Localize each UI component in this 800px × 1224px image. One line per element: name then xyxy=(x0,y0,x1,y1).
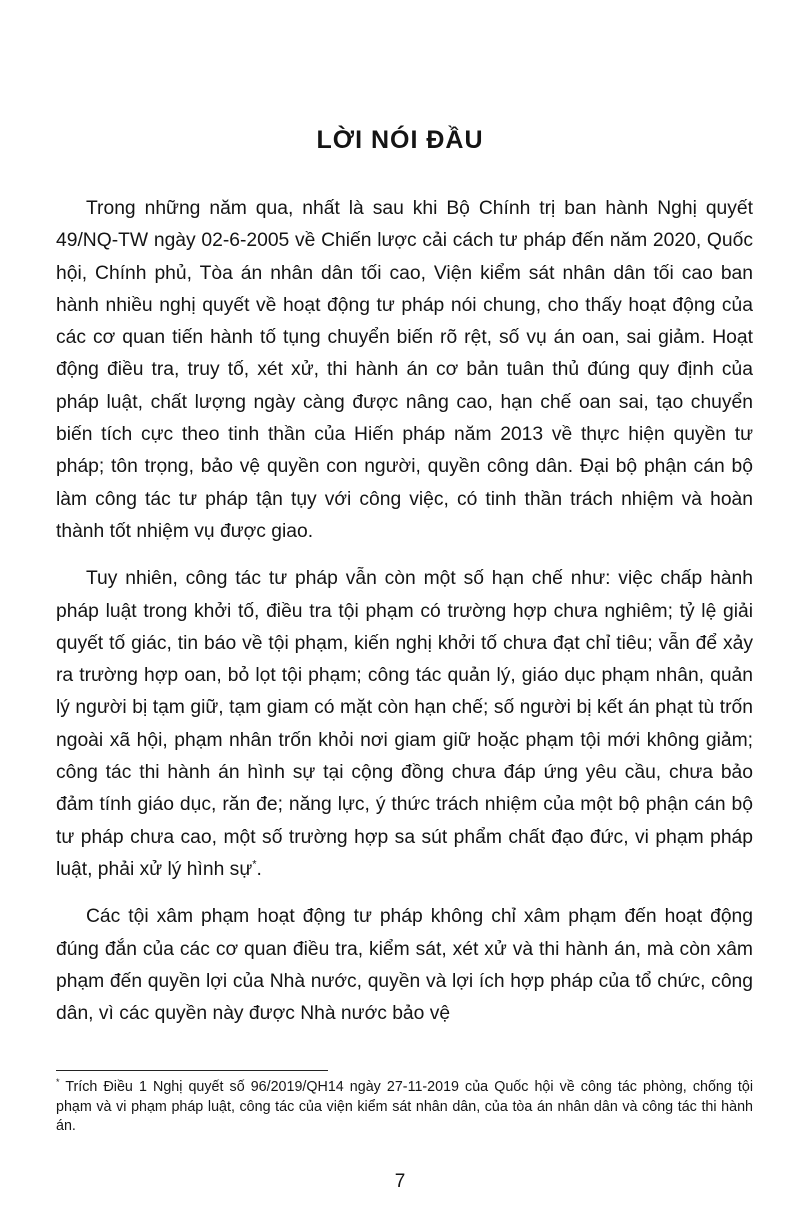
page-number: 7 xyxy=(394,1171,406,1192)
body-text xyxy=(56,193,753,1030)
paragraph-3 xyxy=(56,901,753,1030)
paragraph-3-text: Các tội xâm phạm hoạt động tư pháp không chỉ xâm phạm đến hoạt động đúng đắn của các cơ quan điều tra, kiểm sát, xét xử và thi hành án, mà còn xâm phạm đến quyền lợi của Nhà nước, quyền và lợi ích hợp pháp của tổ chức, công dân, vì các quyền này được Nhà nước bảo vệ xyxy=(56,906,753,1025)
footnote xyxy=(56,1078,753,1137)
footnote-divider xyxy=(56,1070,328,1071)
paragraph-1-text: Trong những năm qua, nhất là sau khi Bộ Chính trị ban hành Nghị quyết 49/NQ-TW ngày 02-6-2005 về Chiến lược cải cách tư pháp đến năm 2020, Quốc hội, Chính phủ, Tòa án nhân dân tối cao, Viện kiểm sát nhân dân tối cao ban hành nhiều nghị quyết về hoạt động tư pháp nói chung, cho thấy hoạt động của các cơ quan tiến hành tố tụng chuyển biến rõ rệt, số vụ án oan, sai giảm. Hoạt động điều tra, truy tố, xét xử, thi hành án cơ bản tuân thủ đúng quy định của pháp luật, chất lượng ngày càng được nâng cao, hạn chế oan sai, tạo chuyển biến tích cực theo tinh thần của Hiến pháp năm 2013 về thực hiện quyền tư pháp; tôn trọng, bảo vệ quyền con người, quyền công dân. Đại bộ phận cán bộ làm công tác tư pháp tận tụy với công việc, có tinh thần trách nhiệm và hoàn thành tốt nhiệm vụ được giao. xyxy=(56,198,753,542)
footnote-mark: * xyxy=(56,1077,60,1088)
footnote-text: Trích Điều 1 Nghị quyết số 96/2019/QH14 ngày 27-11-2019 của Quốc hội về công tác phòng, chống tội phạm và vi phạm pháp luật, công tác của viện kiểm sát nhân dân, của tòa án nhân dân và công tác thi hành án. xyxy=(56,1079,753,1134)
paragraph-2-text: Tuy nhiên, công tác tư pháp vẫn còn một số hạn chế như: việc chấp hành pháp luật trong khởi tố, điều tra tội phạm có trường hợp chưa nghiêm; tỷ lệ giải quyết tố giác, tin báo về tội phạm, kiến nghị khởi tố chưa đạt chỉ tiêu; vẫn để xảy ra trường hợp oan, bỏ lọt tội phạm; công tác quản lý, giáo dục phạm nhân, quản lý người bị tạm giữ, tạm giam có mặt còn hạn chế; số người bị kết án phạt tù trốn ngoài xã hội, phạm nhân trốn khỏi nơi giam giữ hoặc phạm tội mới không giảm; công tác thi hành án hình sự tại cộng đồng chưa đáp ứng yêu cầu, chưa bảo đảm tính giáo dục, răn đe; năng lực, ý thức trách nhiệm của một bộ phận cán bộ tư pháp chưa cao, một số trường hợp sa sút phẩm chất đạo đức, vi phạm pháp luật, phải xử lý hình sự xyxy=(56,568,753,880)
paragraph-1 xyxy=(56,193,753,548)
paragraph-2-end: . xyxy=(256,858,262,880)
page-title: LỜI NÓI ĐẦU xyxy=(316,126,484,154)
paragraph-2 xyxy=(56,563,753,886)
footnote-reference: * xyxy=(252,858,257,871)
